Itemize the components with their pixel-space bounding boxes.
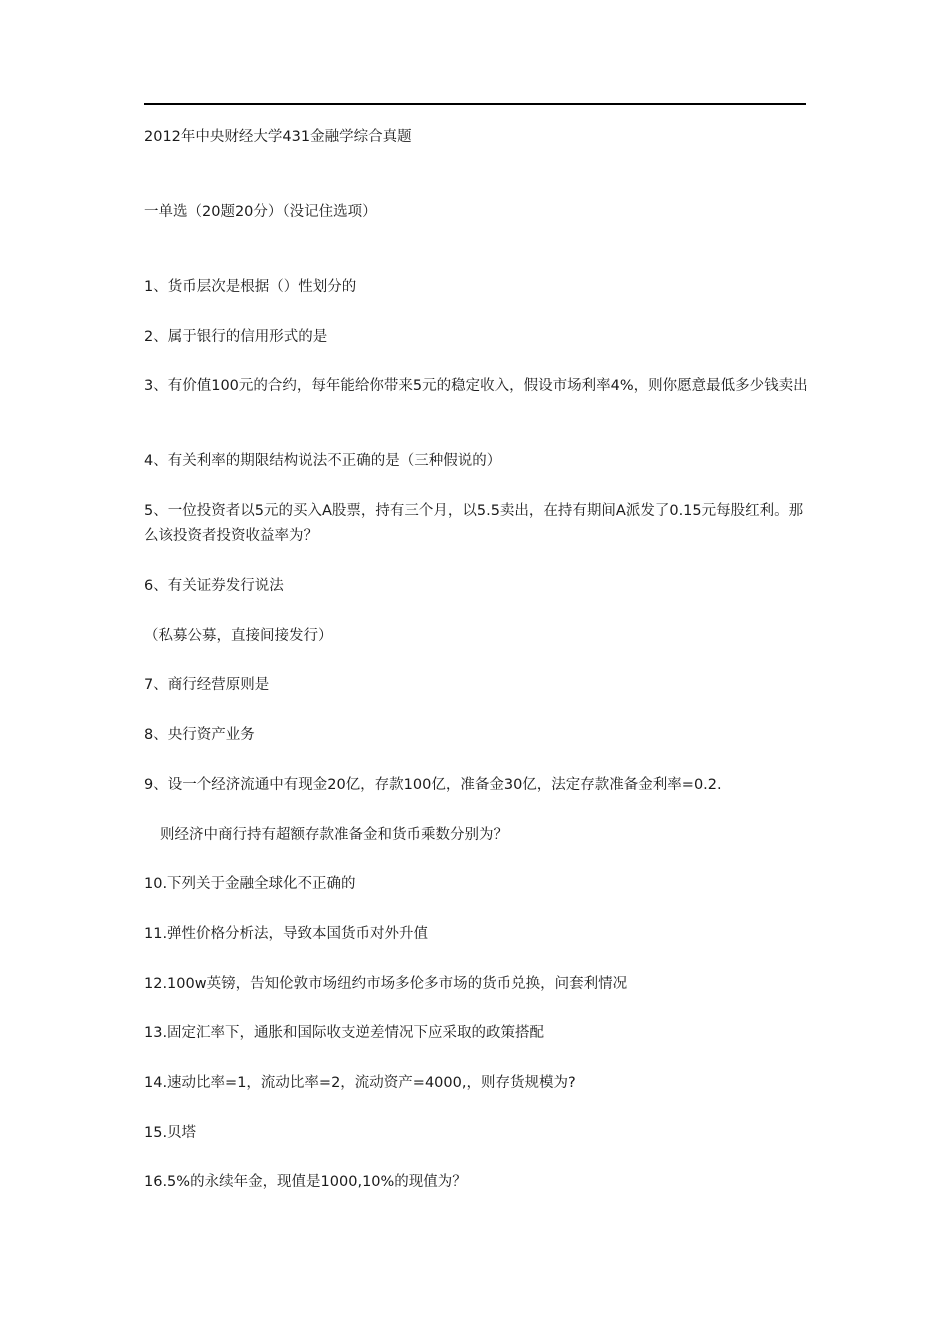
question-15: 15.贝塔 — [144, 1125, 197, 1141]
question-2: 2、属于银行的信用形式的是 — [144, 329, 328, 345]
question-6: 6、有关证券发行说法 — [144, 578, 284, 594]
document-title: 2012年中央财经大学431金融学综合真题 — [144, 129, 412, 145]
question-9: 9、设一个经济流通中有现金20亿，存款100亿，准备金30亿，法定存款准备金利率=0.2. — [144, 777, 722, 793]
question-10: 10.下列关于金融全球化不正确的 — [144, 876, 356, 892]
question-6-note: （私募公募，直接间接发行） — [144, 628, 333, 644]
question-9-continued: 则经济中商行持有超额存款准备金和货币乘数分别为？ — [160, 827, 508, 843]
question-8: 8、央行资产业务 — [144, 727, 255, 743]
question-1: 1、货币层次是根据（）性划分的 — [144, 279, 357, 295]
question-3: 3、有价值100元的合约，每年能给你带来5元的稳定收入，假设市场利率4%，则你愿意最低多少钱卖出 — [144, 378, 808, 394]
header-rule — [144, 103, 806, 105]
question-4: 4、有关利率的期限结构说法不正确的是（三种假说的） — [144, 453, 502, 469]
question-13: 13.固定汇率下，通胀和国际收支逆差情况下应采取的政策搭配 — [144, 1025, 545, 1041]
question-5: 5、一位投资者以5元的买入A股票，持有三个月，以5.5卖出，在持有期间A派发了0.15元每股红利。那么该投资者投资收益率为？ — [144, 503, 804, 544]
question-12: 12.100w英镑，告知伦敦市场纽约市场多伦多市场的货币兑换，问套利情况 — [144, 976, 628, 992]
section-heading: 一单选（20题20分）（没记住选项） — [144, 204, 377, 220]
question-11: 11.弹性价格分析法，导致本国货币对外升值 — [144, 926, 429, 942]
question-14: 14.速动比率=1，流动比率=2，流动资产=4000,，则存货规模为? — [144, 1075, 576, 1091]
question-16: 16.5%的永续年金，现值是1000,10%的现值为？ — [144, 1174, 467, 1190]
question-7: 7、商行经营原则是 — [144, 677, 270, 693]
